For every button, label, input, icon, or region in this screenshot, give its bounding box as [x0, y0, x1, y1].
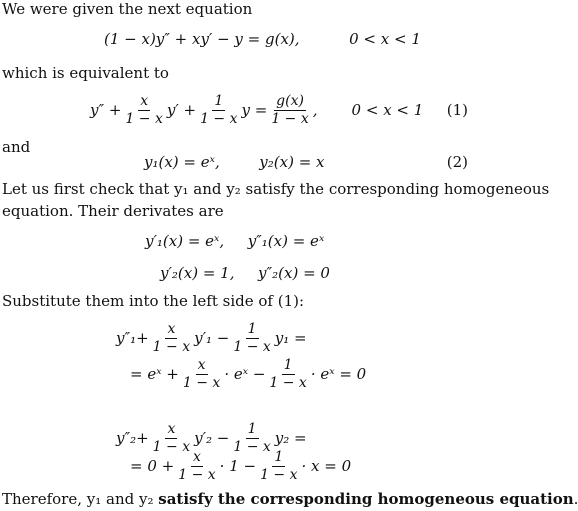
s2-term-b: y′₂ −: [194, 429, 230, 447]
s1r-fraction-2-num: 1: [283, 356, 293, 373]
intro-text: We were given the next equation: [2, 0, 253, 18]
conclusion-prefix: Therefore, y₁ and y₂: [2, 490, 159, 508]
given-equation-lhs: (1 − x)y″ + xy′ − y = g(x),: [104, 30, 300, 48]
conclusion-bold: satisfy the corresponding homogeneous equation: [158, 490, 574, 508]
s1r-fraction-1-num: x: [197, 356, 206, 373]
eq1-term-d: ,: [312, 101, 318, 119]
s2r-term-b: · 1 −: [219, 457, 257, 475]
s2-fraction-1-num: x: [167, 420, 176, 437]
s2r-term-a: = 0 +: [130, 457, 175, 475]
s1-fraction-2: [231, 322, 272, 354]
d1-second: y″₁(x) = eˣ: [247, 232, 325, 250]
derivatives-y2: [160, 264, 330, 282]
check-text-line-2: equation. Their derivates are: [2, 202, 224, 220]
derivatives-y1: [145, 232, 324, 250]
given-equation-domain: 0 < x < 1: [349, 30, 421, 48]
s1r-term-a: = eˣ +: [130, 365, 179, 383]
eq2-y2: y₂(x) = x: [259, 153, 325, 171]
s1-fraction-1-num: x: [167, 320, 176, 337]
s2r-fraction-2: [258, 450, 299, 482]
s2r-fraction-2-den: 1 − x: [260, 466, 298, 483]
s1-fraction-1-den: 1 − x: [152, 338, 191, 355]
eq2-number: (2): [446, 153, 468, 171]
given-equation: [104, 30, 421, 48]
eq1-fraction-1-num: x: [140, 92, 149, 109]
s1-fraction-2-num: 1: [247, 320, 257, 337]
s2r-fraction-1: [176, 450, 217, 482]
s2-term-c: y₂ =: [274, 429, 307, 447]
s1-term-c: y₁ =: [274, 329, 307, 347]
substitution-2-line-2: [130, 446, 351, 486]
eq1-domain: 0 < x < 1: [351, 101, 424, 119]
equation-1: [90, 90, 474, 130]
eq1-term-b: y′ +: [166, 101, 197, 119]
eq1-fraction-1-den: 1 − x: [125, 110, 163, 127]
equation-2: [144, 153, 474, 171]
s1r-fraction-1: [181, 358, 222, 390]
s2r-term-c: · x = 0: [301, 457, 352, 475]
s1-term-b: y′₁ −: [194, 329, 230, 347]
substitution-1-line-2: [130, 354, 366, 394]
s1r-term-b: · eˣ −: [224, 365, 266, 383]
eq1-fraction-3-den: 1 − x: [271, 110, 309, 127]
s1-fraction-2-den: 1 − x: [233, 338, 271, 355]
eq1-term-a: y″ +: [90, 101, 122, 119]
eq1-fraction-1: [123, 94, 164, 126]
s1-term-a: y″₁+: [116, 329, 149, 347]
eq1-fraction-3: [269, 94, 310, 126]
equivalent-text: which is equivalent to: [2, 64, 169, 82]
s2-term-a: y″₂+: [116, 429, 149, 447]
s2r-fraction-2-num: 1: [274, 448, 284, 465]
substitute-text: Substitute them into the left side of (1):: [2, 292, 305, 310]
s2-fraction-2-den: 1 − x: [233, 438, 271, 455]
d1-first: y′₁(x) = eˣ,: [145, 232, 225, 250]
s2-fraction-2-num: 1: [247, 420, 257, 437]
eq1-fraction-2: [198, 94, 239, 126]
conclusion-suffix: .: [573, 490, 578, 508]
check-text-line-1: Let us first check that y₁ and y₂ satisfy the corresponding homogeneous: [2, 180, 550, 198]
conclusion-text: [2, 490, 578, 508]
eq1-term-c: y =: [241, 101, 268, 119]
d2-second: y″₂(x) = 0: [258, 264, 330, 282]
s2r-fraction-1-num: x: [192, 448, 201, 465]
s1-fraction-1: [151, 322, 192, 354]
eq2-y1: y₁(x) = eˣ,: [144, 153, 220, 171]
s2-fraction-1-den: 1 − x: [152, 438, 191, 455]
eq1-fraction-3-num: g(x): [276, 92, 304, 109]
s1r-fraction-2-den: 1 − x: [269, 374, 307, 391]
and-text: and: [2, 138, 31, 156]
s1r-fraction-2: [267, 358, 308, 390]
s1r-term-c: · eˣ = 0: [310, 365, 367, 383]
s2r-fraction-1-den: 1 − x: [178, 466, 216, 483]
eq1-fraction-2-num: 1: [214, 92, 224, 109]
substitution-1-line-1: [116, 318, 307, 358]
eq1-fraction-2-den: 1 − x: [200, 110, 238, 127]
d2-first: y′₂(x) = 1,: [160, 264, 235, 282]
s1r-fraction-1-den: 1 − x: [182, 374, 221, 391]
eq1-number: (1): [446, 101, 468, 119]
